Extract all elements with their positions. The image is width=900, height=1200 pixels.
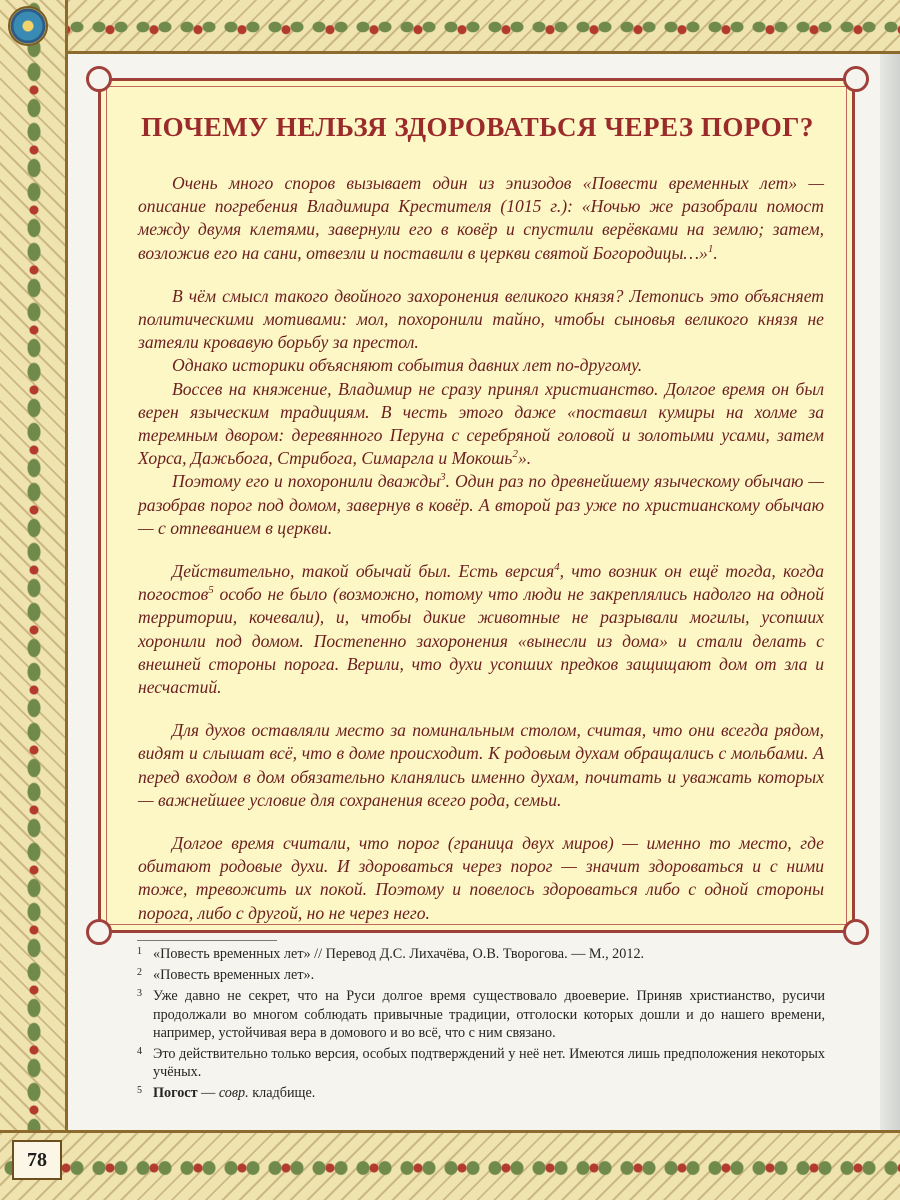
text-run: Поэтому его и похоронили дважды (172, 471, 441, 492)
text-run: Уже давно не секрет, что на Руси долгое время существовало двоеверие. Приняв христианство, русичи продолжали во многом соблюдать привычные традиции, отголоски которых дошли и до нашего времени, например, устойчивая вера в домового и во всё, что с ним связано. (153, 988, 825, 1041)
paragraph (138, 378, 824, 471)
footnotes (137, 945, 825, 1106)
paragraph (138, 719, 824, 812)
text-run: «Повесть временных лет». (153, 967, 315, 984)
footnote-text (153, 1084, 825, 1102)
footnote-mark: 1 (137, 946, 142, 957)
text-run: Для духов оставляли место за поминальным столом, считая, что они всегда рядом, видят и слышат всё, что в доме происходит. К родовым духам обращались с мольбами. А перед входом в дом обязательно кланялись именно духам, почитать и уважать которых — важнейшее условие для сохранения всего рода, семьи. (138, 720, 824, 810)
text-run: «Повесть временных лет» // Перевод Д.С. Лихачёва, О.В. Творогова. — М., 2012. (153, 946, 645, 962)
footnote (137, 1084, 825, 1102)
footnote (137, 1045, 825, 1081)
panel-corner-ornament (843, 919, 869, 945)
footnote-mark: 5 (137, 1085, 142, 1097)
panel-corner-ornament (86, 66, 112, 92)
text-run: , что возник он ещё тогда, когда погостов (138, 561, 825, 605)
paragraph (138, 172, 824, 265)
article-body (138, 172, 824, 925)
footnote (137, 945, 825, 963)
text-run: Очень много споров вызывает один из эпизодов «Повести временных лет» — описание погребения Владимира Крестителя (1015 г.): «Ночью же разобрали помост между двумя клетями, завернули его в ковёр и спустили верёвками на землю; затем, возложив его на сани, отвезли и поставили в церкви святой Богородицы…» (138, 173, 824, 263)
ornamental-border-left (0, 0, 68, 1200)
page-number: 78 (12, 1140, 62, 1180)
text-run: Это действительно только версия, особых подтверждений у неё нет. Имеются лишь предположения некоторых учёных. (153, 1046, 825, 1081)
panel-corner-ornament (843, 66, 869, 92)
footnote (137, 987, 825, 1042)
footnote-mark: 4 (137, 1046, 142, 1058)
text-run: особо не было (возможно, потому что люди не закреплялись надолго на одной территории, кочевали), и, чтобы дикие животные не разрывали могилы, усопших хоронили под домом. Постепенно захоронения «вынесли из дома» и стали делать с внешней стороны порога. Верили, что духи усопших предков защищают дом от зла и несчастий. (138, 584, 824, 698)
footnote-ref: 4 (554, 561, 560, 574)
text-run: В чём смысл такого двойного захоронения великого князя? Летопись это объясняет политическими мотивами: мол, похоронили тайно, чтобы сыновья великого князя не затеяли кровавую борьбу за престол. (138, 285, 824, 353)
paragraph (138, 832, 824, 925)
footnote-ref: 2 (512, 448, 518, 461)
text-run: кладбище. (248, 1085, 316, 1102)
text-run: . Один раз по древнейшему языческому обычаю — разобрав порог под домом, завернув в ковёр. А второй раз уже по христианскому обычаю — с отпеванием в церкви. (138, 471, 824, 538)
footnote-divider (137, 940, 277, 941)
footnote-text (153, 1045, 825, 1081)
panel-corner-ornament (86, 919, 112, 945)
ornamental-border-bottom (0, 1130, 900, 1200)
text-run: Воссев на княжение, Владимир не сразу принял христианство. Долгое время он был верен языческим традициям. В честь этого даже «поставил кумиры на холме за теремным двором: деревянного Перуна с серебряной головой и золотыми усами, затем Хорса, Дажьбога, Стрибога, Симаргла и Мокошь (138, 378, 824, 469)
italic-abbrev: совр. (218, 1085, 249, 1102)
text-run: Действительно, такой обычай был. Есть версия (172, 561, 555, 582)
paragraph (138, 560, 824, 699)
page-edge (880, 0, 900, 1200)
paragraph (138, 354, 824, 377)
text-run: Однако историки объясняют события давних лет по-другому. (172, 355, 643, 376)
bold-term: Погост (153, 1085, 198, 1102)
text-run: Долгое время считали, что порог (граница двух миров) — именно то место, где обитают родовые духи. И здороваться через порог — значит здороваться и с ними тоже, тревожить их покой. Поэтому и повелось здороваться либо с одной стороны порога, либо с другой, но не через него. (138, 833, 824, 923)
paragraph (138, 470, 824, 540)
footnote-text (153, 945, 825, 963)
footnote-text (153, 987, 825, 1042)
ornamental-border-top (0, 0, 900, 54)
footnote-mark: 2 (137, 967, 142, 979)
text-run: ». (517, 448, 532, 469)
footnote-ref: 1 (707, 242, 714, 255)
footnote-mark: 3 (137, 988, 142, 1000)
corner-medallion-icon (8, 6, 48, 46)
text-run: . (713, 242, 718, 263)
footnote-ref: 3 (440, 471, 446, 484)
footnote (137, 966, 825, 984)
page-title: ПОЧЕМУ НЕЛЬЗЯ ЗДОРОВАТЬСЯ ЧЕРЕЗ ПОРОГ? (141, 112, 814, 142)
footnote-text (153, 966, 825, 984)
paragraph (138, 285, 824, 355)
footnote-ref: 5 (208, 584, 214, 597)
text-run: — (197, 1085, 219, 1102)
